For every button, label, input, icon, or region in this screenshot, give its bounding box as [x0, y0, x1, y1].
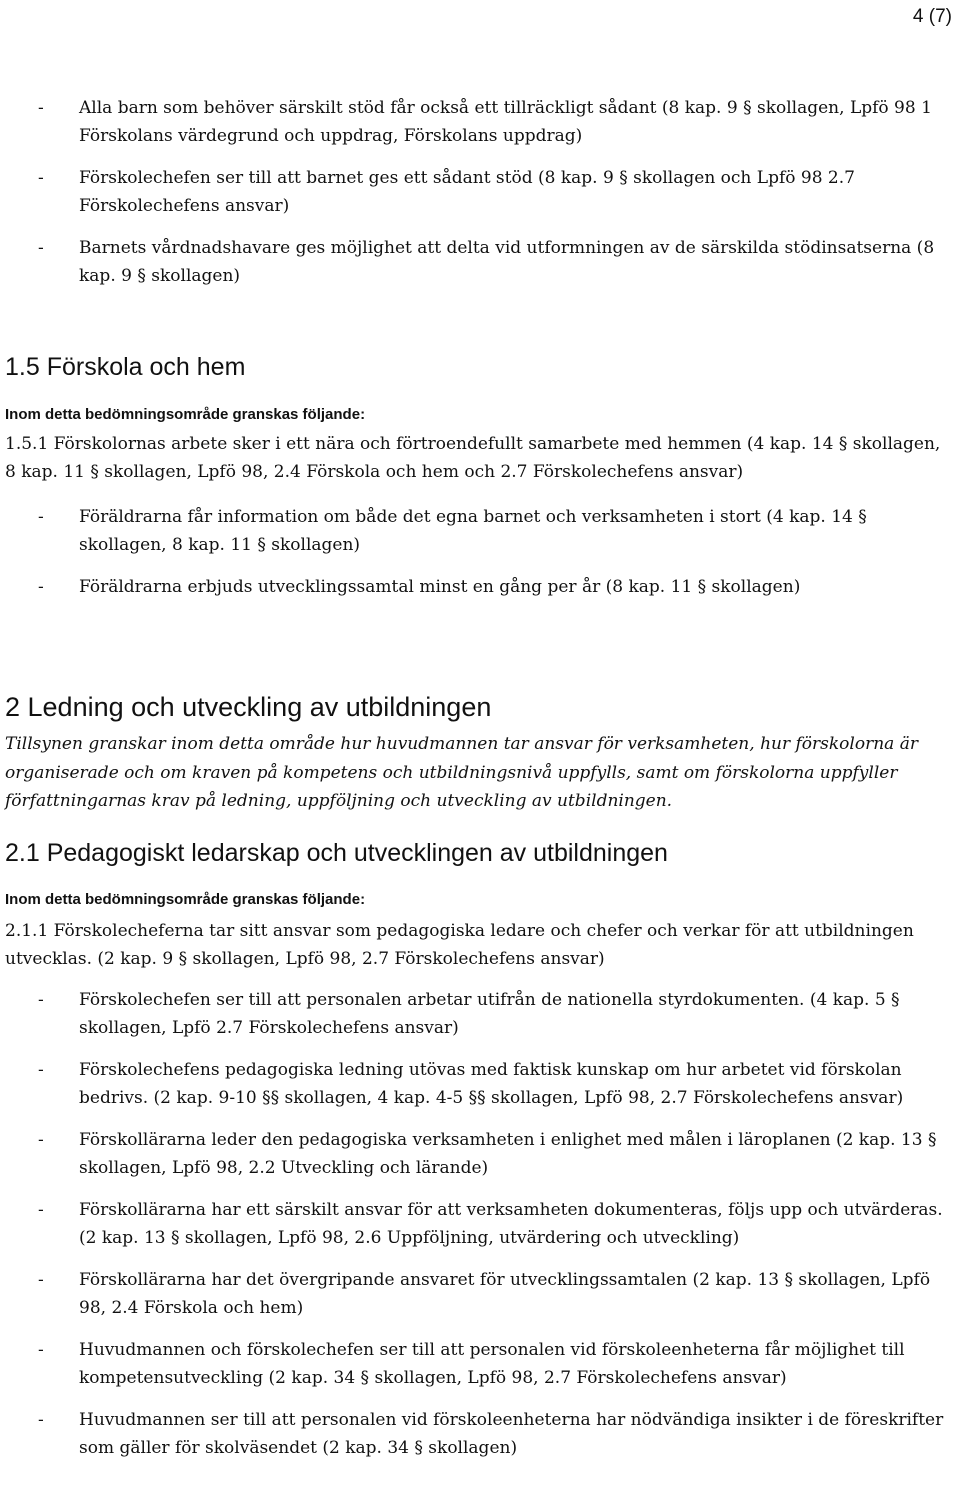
- list-item: [0, 164, 960, 220]
- list-item-text: Förskollärarna har ett särskilt ansvar för att verksamheten dokumenteras, följs upp och utvärderas. (2 kap. 13 § skollagen, Lpfö 98, 2.6 Uppföljning, utvärdering och utveckling): [79, 1200, 943, 1248]
- bullet-dash: -: [38, 1130, 44, 1150]
- list-item: [0, 503, 960, 559]
- list-item-text: Förskolechefen ser till att barnet ges ett sådant stöd (8 kap. 9 § skollagen och Lpfö 98 2.7 Förskolechefens ansvar): [79, 168, 855, 216]
- bullet-dash: -: [38, 1200, 44, 1220]
- list-item: [0, 1336, 960, 1392]
- list-item: [0, 1056, 960, 1112]
- list-item-text: Barnets vårdnadshavare ges möjlighet att delta vid utformningen av de särskilda stödinsatserna (8 kap. 9 § skollagen): [79, 238, 935, 286]
- criterion-paragraph: 2.1.1 Förskolecheferna tar sitt ansvar som pedagogiska ledare och chefer och verkar för att utbildningen utvecklas. (2 kap. 9 § skollagen, Lpfö 98, 2.7 Förskolechefens ansvar): [5, 921, 914, 969]
- list-item: [0, 573, 960, 601]
- list-item: [0, 986, 960, 1042]
- bullet-dash: -: [38, 168, 44, 188]
- bullet-dash: -: [38, 507, 44, 527]
- top-bullet-list: [0, 94, 960, 304]
- bullet-dash: -: [38, 1270, 44, 1290]
- list-item-text: Förskollärarna leder den pedagogiska verksamheten i enlighet med målen i läroplanen (2 kap. 13 § skollagen, Lpfö 98, 2.2 Utveckling och lärande): [79, 1130, 937, 1178]
- list-item-text: Huvudmannen ser till att personalen vid förskoleenheterna har nödvändiga insikter i de föreskrifter som gäller för skolväsendet (2 kap. 34 § skollagen): [79, 1410, 944, 1458]
- list-item-text: Föräldrarna får information om både det egna barnet och verksamheten i stort (4 kap. 14 § skollagen, 8 kap. 11 § skollagen): [79, 507, 867, 555]
- bullet-dash: -: [38, 577, 44, 597]
- list-item: [0, 234, 960, 290]
- list-item: [0, 1126, 960, 1182]
- bullet-dash: -: [38, 238, 44, 258]
- chapter-intro: Tillsynen granskar inom detta område hur huvudmannen tar ansvar för verksamheten, hur förskolorna är organiserade och om kraven på kompetens och utbildningsnivå uppfylls, samt om förskolorna uppfyller författningarnas krav på ledning, uppföljning och utveckling av utbildningen.: [5, 734, 918, 811]
- list-item: [0, 1266, 960, 1322]
- section-1-5-bullet-list: [0, 503, 960, 615]
- list-item-text: Föräldrarna erbjuds utvecklingssamtal minst en gång per år (8 kap. 11 § skollagen): [79, 577, 801, 597]
- section-heading-1-5: 1.5 Förskola och hem: [5, 353, 246, 381]
- assessment-label: Inom detta bedömningsområde granskas följande:: [5, 406, 366, 423]
- chapter-heading-2: 2 Ledning och utveckling av utbildningen: [5, 692, 492, 722]
- list-item-text: Alla barn som behöver särskilt stöd får också ett tillräckligt sådant (8 kap. 9 § skollagen, Lpfö 98 1 Förskolans värdegrund och uppdrag, Förskolans uppdrag): [79, 98, 932, 146]
- list-item-text: Huvudmannen och förskolechefen ser till att personalen vid förskoleenheterna får möjlighet till kompetensutveckling (2 kap. 34 § skollagen, Lpfö 98, 2.7 Förskolechefens ansvar): [79, 1340, 905, 1388]
- bullet-dash: -: [38, 1340, 44, 1360]
- list-item: [0, 94, 960, 150]
- bullet-dash: -: [38, 1060, 44, 1080]
- bullet-dash: -: [38, 1410, 44, 1430]
- list-item-text: Förskolechefens pedagogiska ledning utövas med faktisk kunskap om hur arbetet vid förskolan bedrivs. (2 kap. 9-10 §§ skollagen, 4 kap. 4-5 §§ skollagen, Lpfö 98, 2.7 Förskolechefens ansvar): [79, 1060, 904, 1108]
- list-item: [0, 1196, 960, 1252]
- list-item-text: Förskolechefen ser till att personalen arbetar utifrån de nationella styrdokumenten. (4 kap. 5 § skollagen, Lpfö 2.7 Förskolechefens ansvar): [79, 990, 900, 1038]
- assessment-label: Inom detta bedömningsområde granskas följande:: [5, 891, 366, 908]
- section-heading-2-1: 2.1 Pedagogiskt ledarskap och utvecklingen av utbildningen: [5, 839, 668, 867]
- criterion-paragraph: 1.5.1 Förskolornas arbete sker i ett nära och förtroendefullt samarbete med hemmen (4 kap. 14 § skollagen, 8 kap. 11 § skollagen, Lpfö 98, 2.4 Förskola och hem och 2.7 Förskolechefens ansvar): [5, 434, 941, 482]
- list-item-text: Förskollärarna har det övergripande ansvaret för utvecklingssamtalen (2 kap. 13 § skollagen, Lpfö 98, 2.4 Förskola och hem): [79, 1270, 931, 1318]
- page-number: 4 (7): [912, 6, 952, 27]
- section-2-1-bullet-list: [0, 986, 960, 1476]
- bullet-dash: -: [38, 990, 44, 1010]
- list-item: [0, 1406, 960, 1462]
- bullet-dash: -: [38, 98, 44, 118]
